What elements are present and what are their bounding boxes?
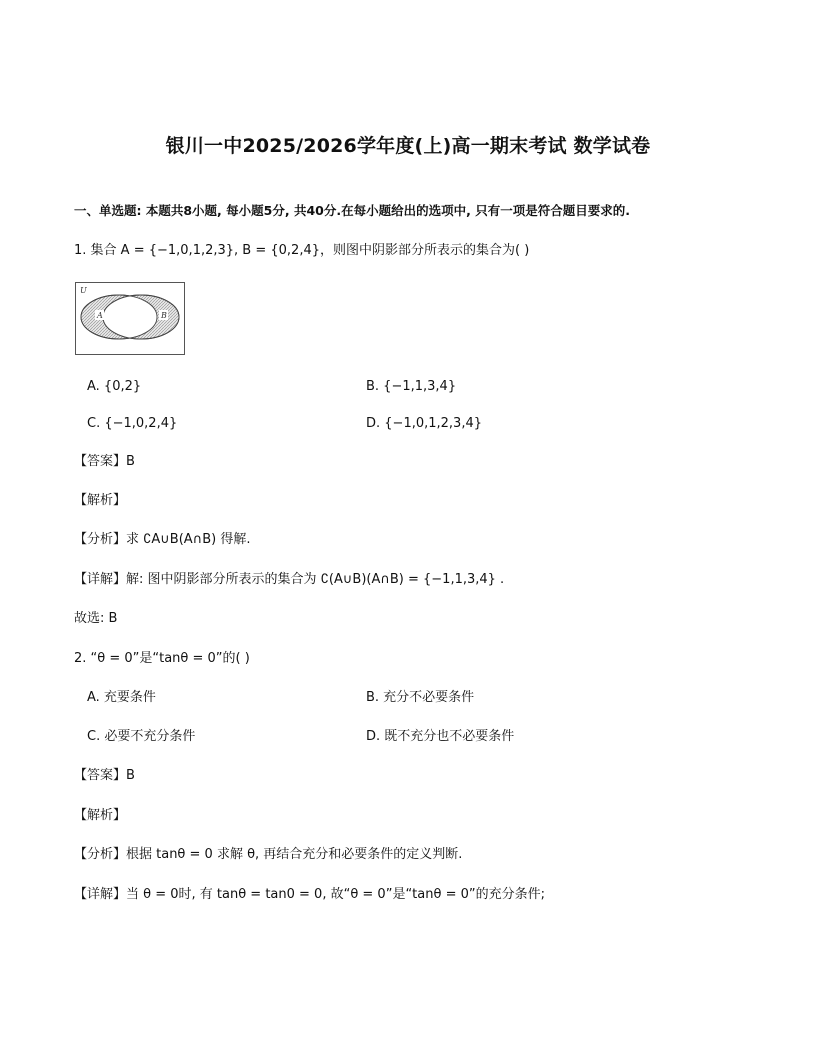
q2-option-d: D. 既不充分也不必要条件 bbox=[366, 729, 515, 744]
q2-fenxi: 【分析】根据 tanθ = 0 求解 θ, 再结合充分和必要条件的定义判断. bbox=[74, 847, 463, 862]
q1-option-a: A. {0,2} bbox=[87, 379, 142, 394]
venn-diagram bbox=[75, 282, 185, 355]
q1-option-d: D. {−1,0,1,2,3,4} bbox=[366, 416, 482, 431]
question-2-stem: 2. “θ = 0”是“tanθ = 0”的( ) bbox=[74, 651, 250, 666]
q2-jiexi: 【解析】 bbox=[74, 808, 127, 823]
q2-option-a: A. 充要条件 bbox=[87, 690, 156, 705]
q1-fenxi: 【分析】求 ∁A∪B(A∩B) 得解. bbox=[74, 532, 251, 547]
question-1-stem: 1. 集合 A = {−1,0,1,2,3}, B = {0,2,4}，则图中阴影部分所表示的集合为( ) bbox=[74, 243, 530, 258]
q1-choose: 故选: B bbox=[74, 611, 118, 626]
q1-option-b: B. {−1,1,3,4} bbox=[366, 379, 457, 394]
section-heading: 一、单选题: 本题共8小题, 每小题5分, 共40分.在每小题给出的选项中, 只有一项是符合题目要求的. bbox=[74, 203, 630, 218]
q2-xiangjie: 【详解】当 θ = 0时, 有 tanθ = tan0 = 0, 故“θ = 0”是“tanθ = 0”的充分条件; bbox=[74, 887, 545, 902]
q1-jiexi: 【解析】 bbox=[74, 493, 127, 508]
page-title: 银川一中2025/2026学年度(上)高一期末考试 数学试卷 bbox=[165, 135, 651, 157]
q2-answer: 【答案】B bbox=[74, 768, 135, 783]
q1-xiangjie: 【详解】解: 图中阴影部分所表示的集合为 ∁(A∪B)(A∩B) = {−1,1,3,4} . bbox=[74, 572, 505, 587]
universe-label: U bbox=[80, 286, 87, 295]
q1-option-c: C. {−1,0,2,4} bbox=[87, 416, 178, 431]
set-a-label: A bbox=[97, 311, 103, 320]
set-b-label: B bbox=[161, 311, 167, 320]
q2-option-c: C. 必要不充分条件 bbox=[87, 729, 196, 744]
q2-option-b: B. 充分不必要条件 bbox=[366, 690, 475, 705]
q1-answer: 【答案】B bbox=[74, 454, 135, 469]
